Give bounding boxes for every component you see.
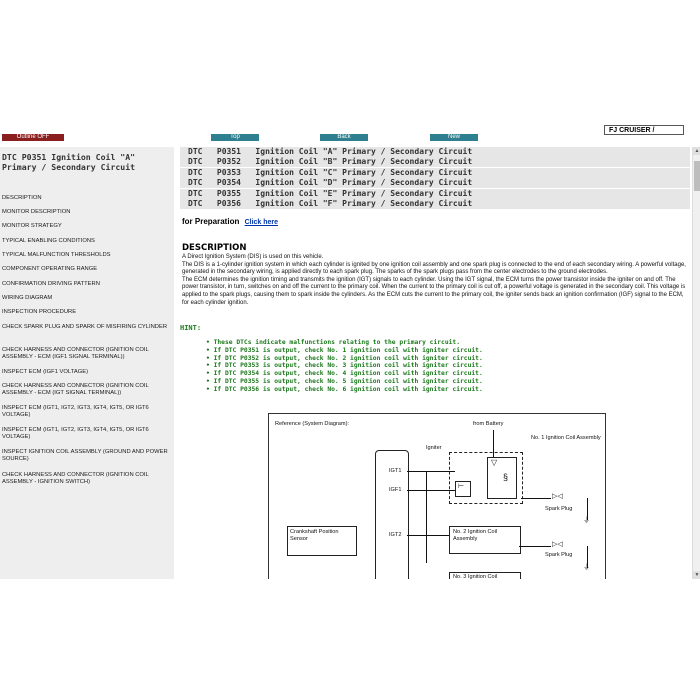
- coil-winding-icon: §: [503, 472, 509, 482]
- sidebar-item-driving-pattern[interactable]: CONFIRMATION DRIVING PATTERN: [2, 281, 100, 287]
- dtc-list: [180, 147, 690, 209]
- hint-list: [206, 339, 686, 394]
- dtc-row: DTC P0355 Ignition Coil "E" Primary / Secondary Circuit: [180, 189, 690, 199]
- sidebar-item-description[interactable]: DESCRIPTION: [2, 195, 42, 201]
- diagram-reference-label: Reference (System Diagram):: [275, 421, 349, 427]
- new-button[interactable]: New: [430, 134, 478, 141]
- vehicle-selector[interactable]: FJ CRUISER /: [604, 125, 684, 135]
- sidebar-item-check-harness-ignition-switch[interactable]: CHECK HARNESS AND CONNECTOR (IGNITION COIL ASSEMBLY - IGNITION SWITCH): [2, 472, 149, 485]
- dtc-row: DTC P0354 Ignition Coil "D" Primary / Secondary Circuit: [180, 178, 690, 188]
- spark2-wire: [519, 546, 551, 547]
- igf-bus-wire: [426, 471, 427, 563]
- back-button[interactable]: Back: [320, 134, 368, 141]
- ground-icon: ⏚: [583, 564, 590, 571]
- description-heading: DESCRIPTION: [182, 243, 247, 253]
- transistor-icon: ⊢: [458, 483, 465, 490]
- spark-plug-icon: ▷◁: [552, 493, 563, 500]
- hint-label: HINT:: [180, 324, 202, 332]
- toolbar: [0, 123, 700, 142]
- battery-wire: [493, 430, 494, 457]
- sidebar-title: DTC P0351 Ignition Coil "A" Primary / Secondary Circuit: [2, 152, 136, 172]
- preparation-line: [182, 217, 278, 226]
- terminal-igf1: IGF1: [389, 487, 402, 493]
- dtc-row: DTC P0353 Ignition Coil "C" Primary / Secondary Circuit: [180, 168, 690, 178]
- spark-plug-2-label: Spark Plug: [545, 552, 573, 558]
- system-diagram: [268, 413, 606, 579]
- hint-item: • If DTC P0356 is output, check No. 6 ignition coil with igniter circuit.: [206, 385, 483, 393]
- igt2-wire: [407, 535, 449, 536]
- hint-item: • If DTC P0353 is output, check No. 3 ignition coil with igniter circuit.: [206, 362, 483, 370]
- sidebar: [0, 147, 174, 579]
- preparation-label: for Preparation: [182, 217, 240, 226]
- outline-off-button[interactable]: Outline OFF: [2, 134, 64, 141]
- scroll-up-arrow-icon[interactable]: ▲: [694, 148, 700, 154]
- terminal-igt2: IGT2: [389, 532, 402, 538]
- sidebar-item-malfunction-thresholds[interactable]: TYPICAL MALFUNCTION THRESHOLDS: [2, 252, 111, 258]
- description-paragraph: A Direct Ignition System (DIS) is used on this vehicle.: [182, 254, 324, 260]
- coil3-label: No. 3 Ignition Coil: [453, 574, 498, 579]
- scroll-thumb[interactable]: [694, 161, 700, 191]
- igniter-label: Igniter: [426, 445, 442, 451]
- spark1-wire: [521, 498, 551, 499]
- sidebar-item-monitor-strategy[interactable]: MONITOR STRATEGY: [2, 223, 62, 229]
- hint-item: • If DTC P0351 is output, check No. 1 ignition coil with igniter circuit.: [206, 346, 483, 354]
- sidebar-item-enabling-conditions[interactable]: TYPICAL ENABLING CONDITIONS: [2, 238, 95, 244]
- hint-item: • If DTC P0355 is output, check No. 5 ignition coil with igniter circuit.: [206, 377, 483, 385]
- sidebar-item-check-harness-igt[interactable]: CHECK HARNESS AND CONNECTOR (IGNITION COIL ASSEMBLY - ECM (IGT SIGNAL TERMINAL)): [2, 383, 149, 396]
- igt1-wire: [407, 471, 455, 472]
- igf1-wire: [407, 490, 455, 491]
- scroll-down-arrow-icon[interactable]: ▼: [694, 572, 700, 578]
- hint-item: • If DTC P0354 is output, check No. 4 ignition coil with igniter circuit.: [206, 370, 483, 378]
- coil2-label: No. 2 Ignition Coil Assembly: [453, 529, 498, 542]
- terminal-igt1: IGT1: [389, 468, 402, 474]
- sidebar-item-inspect-ignition-coil[interactable]: INSPECT IGNITION COIL ASSEMBLY (GROUND AND POWER SOURCE): [2, 449, 168, 462]
- sidebar-item-operating-range[interactable]: COMPONENT OPERATING RANGE: [2, 266, 98, 272]
- preparation-link[interactable]: Click here: [244, 219, 279, 226]
- dtc-row: DTC P0352 Ignition Coil "B" Primary / Secondary Circuit: [180, 157, 690, 167]
- sidebar-item-inspect-ecm-igt-2[interactable]: INSPECT ECM (IGT1, IGT2, IGT3, IGT4, IGT5, OR IGT6 VOLTAGE): [2, 427, 149, 440]
- sidebar-item-check-spark-plug[interactable]: CHECK SPARK PLUG AND SPARK OF MISFIRING CYLINDER: [2, 324, 168, 330]
- ground-icon: ⏚: [583, 517, 590, 524]
- description-paragraph: The ECM determines the ignition timing and transmits the ignition (IGT) signals to each cylinder. Using the IGT signal, the ECM turns the power transistor inside the igniter on and off. The power transistor, in turn, switches on and off the current to the primary coil. When the current to the primary coil is cut off, a powerful voltage is generated in the secondary coil. This voltage is applied to the spark plugs, causing them to spark inside the cylinders. As the ECM cuts the current to the primary coil, the igniter sends back an ignition confirmation (IGF) signal to the ECM, for each cylinder ignition.: [182, 276, 686, 306]
- sidebar-item-wiring-diagram[interactable]: WIRING DIAGRAM: [2, 295, 53, 301]
- top-button[interactable]: Top: [211, 134, 259, 141]
- sidebar-item-inspect-ecm-igt-1[interactable]: INSPECT ECM (IGT1, IGT2, IGT3, IGT4, IGT5, OR IGT6 VOLTAGE): [2, 405, 149, 418]
- diode-icon: ▽: [491, 458, 498, 467]
- sidebar-item-inspect-ecm-igf1[interactable]: INSPECT ECM (IGF1 VOLTAGE): [2, 369, 88, 375]
- sidebar-item-check-harness-igf1[interactable]: CHECK HARNESS AND CONNECTOR (IGNITION COIL ASSEMBLY - ECM (IGF1 SIGNAL TERMINAL)): [2, 347, 149, 360]
- spark-plug-1-label: Spark Plug: [545, 506, 573, 512]
- hint-item: • These DTCs indicate malfunctions relating to the primary circuit.: [206, 339, 461, 346]
- sidebar-item-monitor-description[interactable]: MONITOR DESCRIPTION: [2, 209, 71, 215]
- app-window: [0, 123, 700, 579]
- coil1-label: No. 1 Ignition Coil Assembly: [531, 435, 601, 441]
- crankshaft-sensor-label: Crankshaft Position Sensor: [290, 529, 339, 542]
- dtc-row: DTC P0351 Ignition Coil "A" Primary / Secondary Circuit: [180, 147, 690, 157]
- dtc-row: DTC P0356 Ignition Coil "F" Primary / Secondary Circuit: [180, 199, 690, 209]
- description-paragraph: The DIS is a 1-cylinder ignition system in which each cylinder is ignited by one ignition coil assembly and one spark plug is connected to the end of each secondary wiring. A powerful voltage, generated in the secondary wiring, is applied directly to each spark plug. The sparks of the spark plugs pass from the center electrodes to the ground electrodes.: [182, 261, 686, 276]
- spark-plug-icon: ▷◁: [552, 541, 563, 548]
- vertical-scrollbar[interactable]: [692, 147, 700, 579]
- diagram-battery-label: from Battery: [473, 421, 504, 427]
- content-pane: [178, 147, 692, 579]
- hint-item: • If DTC P0352 is output, check No. 2 ignition coil with igniter circuit.: [206, 354, 483, 362]
- description-body: [182, 254, 692, 307]
- sidebar-item-inspection-procedure[interactable]: INSPECTION PROCEDURE: [2, 309, 77, 315]
